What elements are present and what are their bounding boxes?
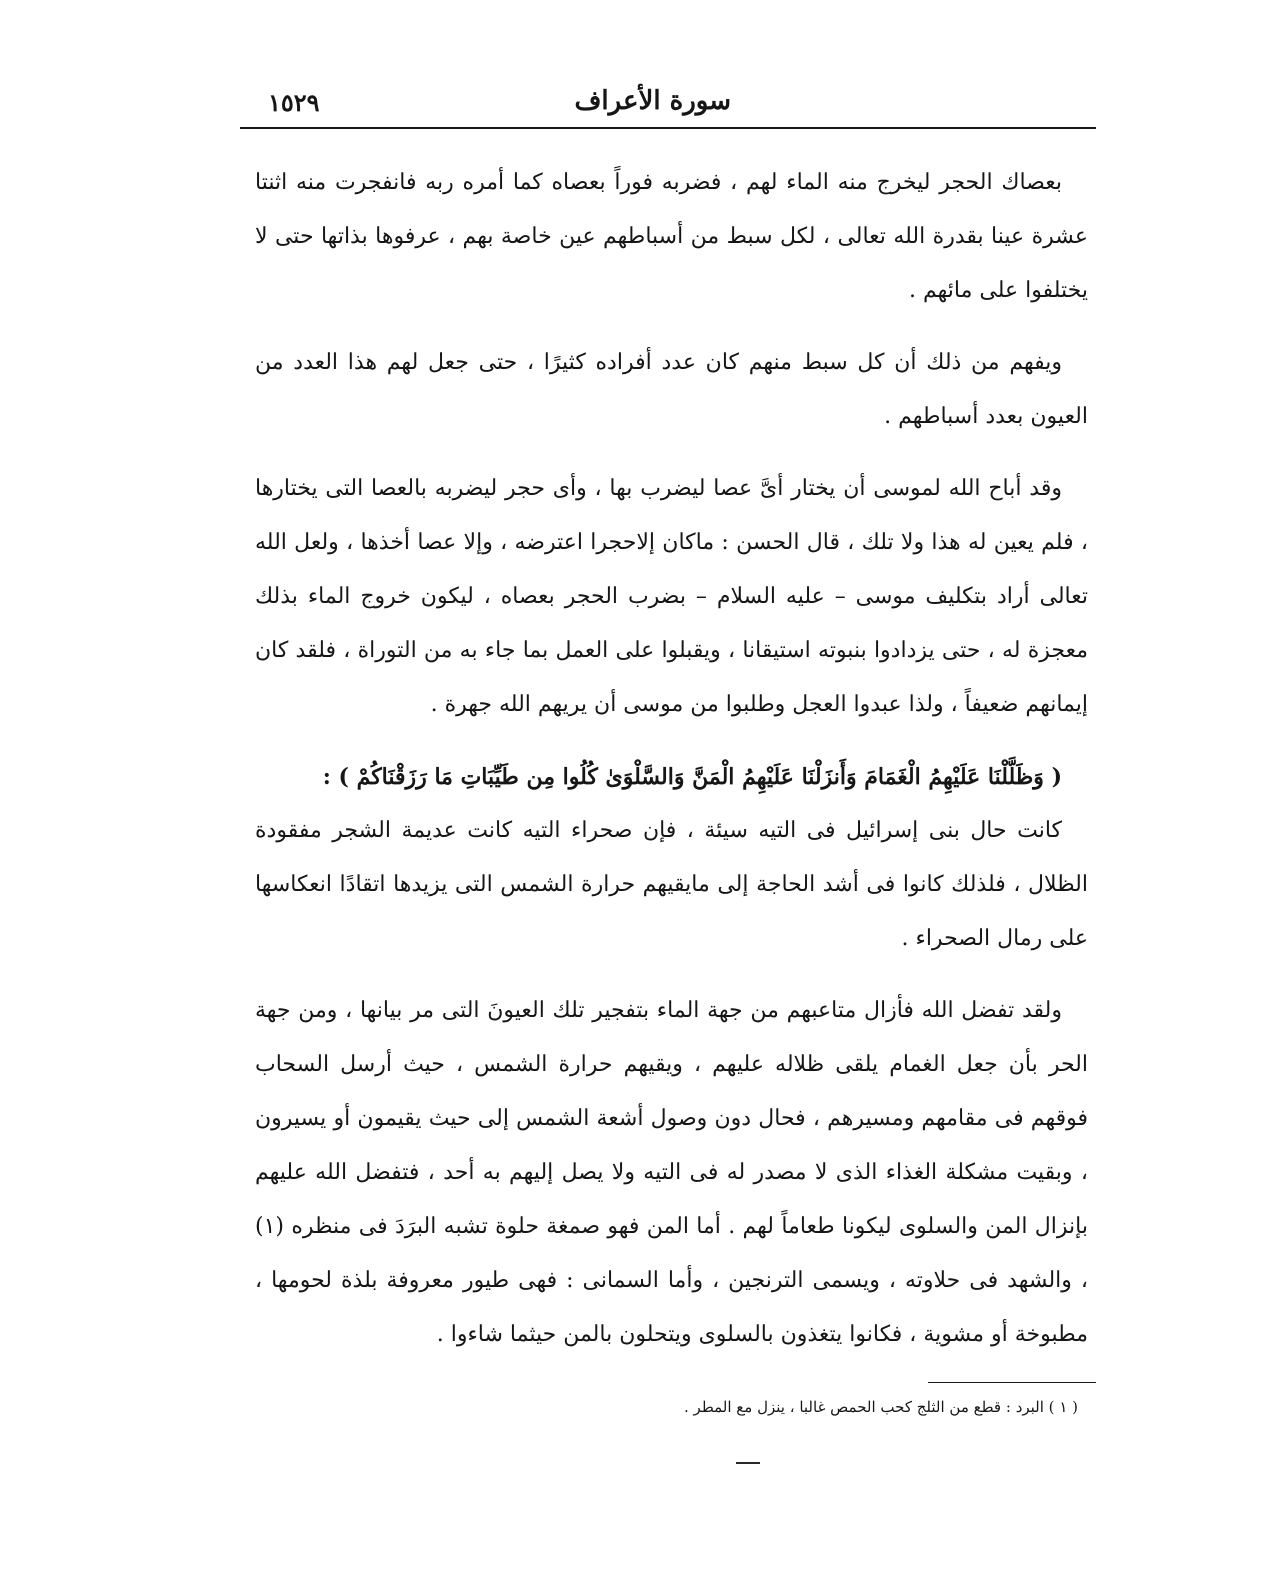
footnote-divider: [928, 1382, 1096, 1383]
page-number: ١٥٢٩: [268, 88, 320, 117]
paragraph: ولقد تفضل الله فأزال متاعبهم من جهة الماء بتفجير تلك العيونَ التى مر بيانها ، ومن جهة الحر بأن جعل الغمام يلقى ظلاله عليهم ، ويقيهم حرارة الشمس ، حيث أرسل السحاب فوقهم فى مقامهم ومسيرهم ، فحال دون وصول أشعة الشمس إلى حيث يقيمون أو يسيرون ، وبقيت مشكلة الغذاء الذى لا مصدر له فى التيه ولا يصل إليهم به أحد ، فتفضل الله عليهم بإنزال المن والسلوى ليكونا طعاماً لهم . أما المن فهو صمغة حلوة تشبه البرَدَ فى منظره (١) ، والشهد فى حلاوته ، ويسمى الترنجين ، وأما السمانى : فهى طيور معروفة بلذة لحومها ، مطبوخة أو مشوية ، فكانوا يتغذون بالسلوى ويتحلون بالمن حيثما شاءوا .: [255, 998, 1088, 1347]
quran-verse: ( وَظَلَّلْنَا عَلَيْهِمُ الْغَمَامَ وَأَنزَلْنَا عَلَيْهِمُ الْمَنَّ وَالسَّلْوَىٰ كُلُوا مِن طَيِّبَاتِ مَا رَزَقْنَاكُمْ ) :: [322, 764, 1062, 790]
page-header: [240, 78, 1096, 122]
page-end-dash: [736, 1462, 760, 1464]
paragraph: بعصاك الحجر ليخرج منه الماء لهم ، فضربه فوراً بعصاه كما أمره ربه فانفجرت منه اثنتا عشرة عينا بقدرة الله تعالى ، لكل سبط من أسباطهم عين خاصة بهم ، عرفوها بذاتها حتى لا يختلفوا على مائهم .: [255, 170, 1088, 303]
paragraph: وقد أباح الله لموسى أن يختار أىَّ عصا ليضرب بها ، وأى حجر ليضربه بالعصا التى يختارها ، فلم يعين له هذا ولا تلك ، قال الحسن : ماكان إلاحجرا اعترضه ، وإلا عصا أخذها ، ولعل الله تعالى أراد بتكليف موسى – عليه السلام – بضرب الحجر بعصاه ، ليكون خروج الماء بذلك معجزة له ، حتى يزدادوا بنبوته استيقانا ، ويقبلوا على العمل بما جاء به من التوراة ، فلقد كان إيمانهم ضعيفاً ، ولذا عبدوا العجل وطلبوا من موسى أن يريهم الله جهرة .: [255, 476, 1088, 717]
body-text: [255, 156, 1088, 1362]
header-divider: [240, 127, 1096, 129]
footnote: ( ١ ) البرد : قطع من الثلج كحب الحمص غالبا ، ينزل مع المطر .: [684, 1398, 1078, 1416]
paragraph: ويفهم من ذلك أن كل سبط منهم كان عدد أفراده كثيرًا ، حتى جعل لهم هذا العدد من العيون بعدد أسباطهم .: [255, 350, 1088, 429]
paragraph: كانت حال بنى إسرائيل فى التيه سيئة ، فإن صحراء التيه كانت عديمة الشجر مفقودة الظلال ، فلذلك كانوا فى أشد الحاجة إلى مايقيهم حرارة الشمس التى يزيدها اتقادًا انعكاسها على رمال الصحراء .: [255, 818, 1088, 951]
surah-title: سورة الأعراف: [574, 86, 731, 116]
